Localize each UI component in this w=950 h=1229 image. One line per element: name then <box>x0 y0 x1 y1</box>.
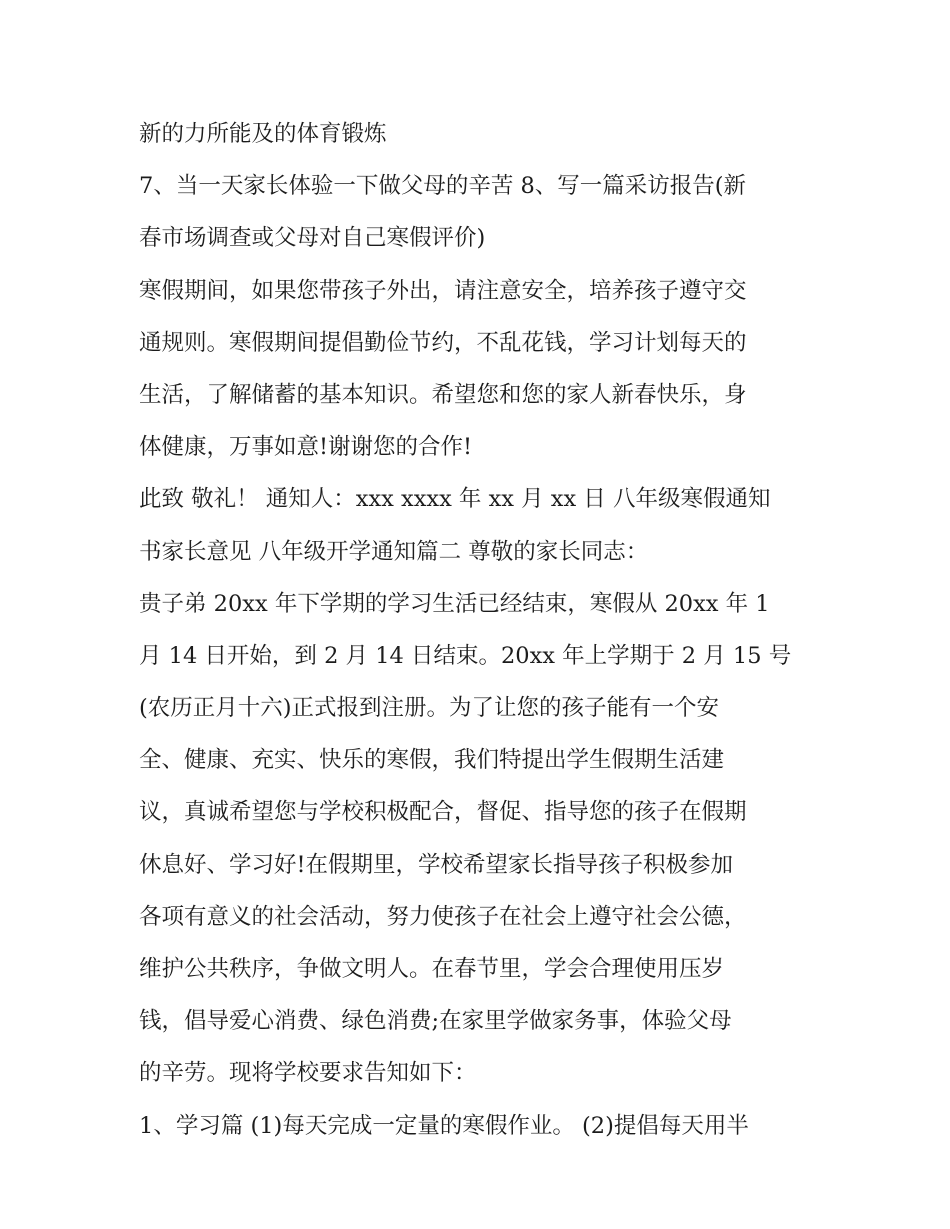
body-text <box>139 108 819 1152</box>
text-line: 此致 敬礼！ 通知人：xxx xxxx 年 xx 月 xx 日 八年级寒假通知 <box>139 486 771 513</box>
text-line: 书家长意见 八年级开学通知篇二 尊敬的家长同志： <box>139 538 649 565</box>
text-line: 各项有意义的社会活动，努力使孩子在社会上遵守社会公德， <box>139 903 747 930</box>
text-line: 7、当一天家长体验一下做父母的辛苦 8、写一篇采访报告(新 <box>139 173 747 200</box>
text-line: 春市场调查或父母对自己寒假评价) <box>139 225 486 252</box>
text-line: 寒假期间，如果您带孩子外出，请注意安全，培养孩子遵守交 <box>139 277 747 304</box>
text-line: 贵子弟 20xx 年下学期的学习生活已经结束，寒假从 20xx 年 1 <box>139 590 770 617</box>
text-line: 通规则。寒假期间提倡勤俭节约，不乱花钱，学习计划每天的 <box>139 329 747 356</box>
text-line: (农历正月十六)正式报到注册。为了让您的孩子能有一个安 <box>139 695 720 722</box>
text-line: 1、学习篇 (1)每天完成一定量的寒假作业。 (2)提倡每天用半 <box>139 1112 749 1139</box>
text-line: 钱，倡导爱心消费、绿色消费;在家里学做家务事，体验父母 <box>139 1008 732 1035</box>
text-line: 新的力所能及的体育锻炼 <box>139 121 387 147</box>
text-line: 月 14 日开始，到 2 月 14 日结束。20xx 年上学期于 2 月 15 号 <box>139 642 792 669</box>
text-line: 议，真诚希望您与学校积极配合，督促、指导您的孩子在假期 <box>139 799 747 826</box>
text-line: 体健康，万事如意!谢谢您的合作! <box>139 434 473 461</box>
text-line: 全、健康、充实、快乐的寒假，我们特提出学生假期生活建 <box>139 747 725 774</box>
text-line: 生活，了解储蓄的基本知识。希望您和您的家人新春快乐，身 <box>139 381 747 408</box>
text-line: 维护公共秩序，争做文明人。在春节里，学会合理使用压岁 <box>139 956 725 982</box>
text-line: 的辛劳。现将学校要求告知如下： <box>139 1060 477 1087</box>
text-line: 休息好、学习好!在假期里，学校希望家长指导孩子积极参加 <box>139 851 734 878</box>
